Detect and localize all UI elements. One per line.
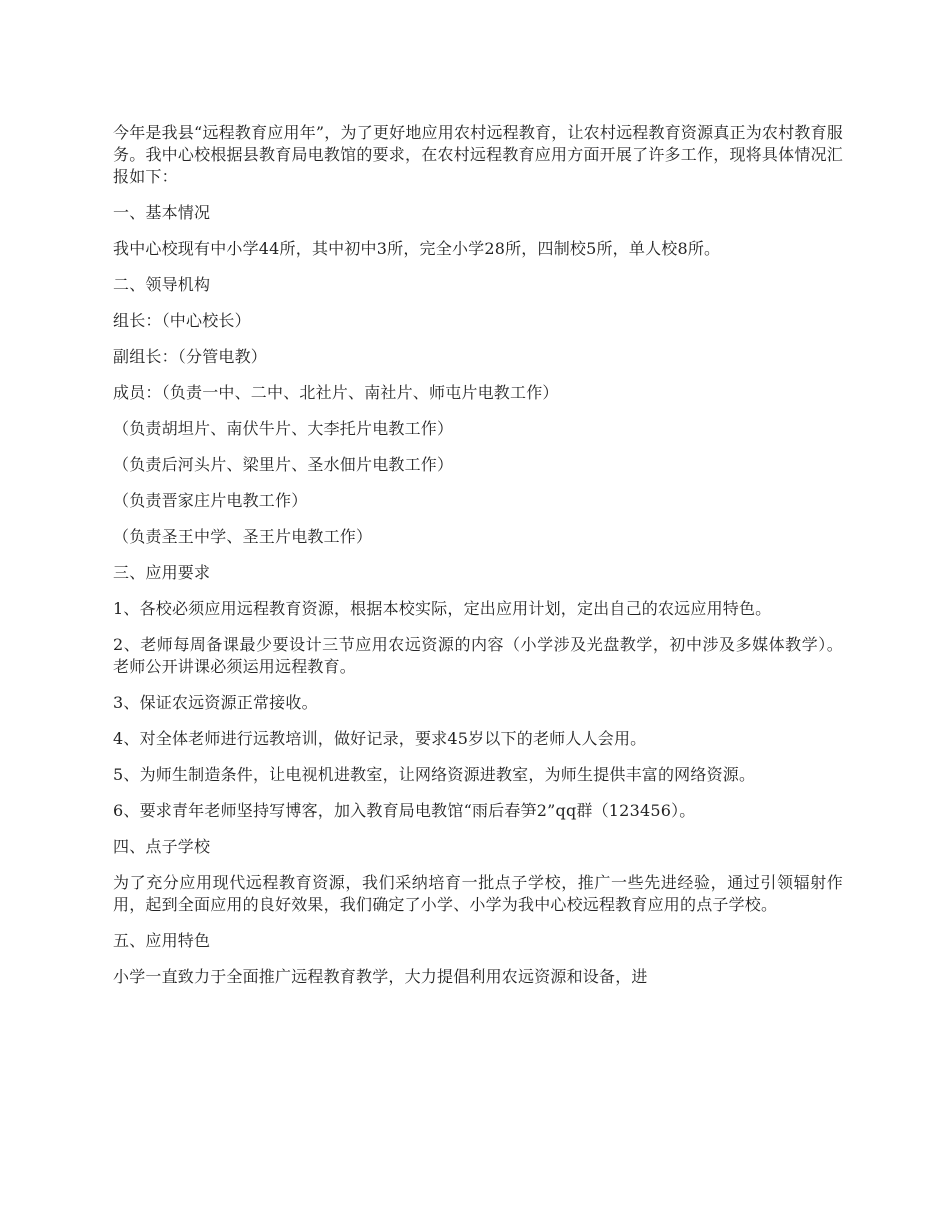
requirement-item: 4、对全体老师进行远教培训，做好记录，要求45岁以下的老师人人会用。 (113, 729, 647, 748)
member-line: （负责圣王中学、圣王片电教工作） (113, 527, 373, 546)
section-heading-leadership: 二、领导机构 (113, 275, 211, 294)
member-line: 成员：（负责一中、二中、北社片、南社片、师屯片电教工作） (113, 383, 559, 402)
requirement-item: 3、保证农远资源正常接收。 (113, 693, 318, 712)
leader-line: 组长：（中心校长） (113, 311, 251, 330)
features-paragraph: 小学一直致力于全面推广远程教育教学，大力提倡利用农远资源和设备，进 (113, 967, 648, 986)
pilot-schools-paragraph: 为了充分应用现代远程教育资源，我们采纳培育一批点子学校，推广一些先进经验，通过引领辐射作用，起到全面应用的良好效果，我们确定了小学、小学为我中心校远程教育应用的点子学校。 (113, 873, 843, 914)
requirement-item: 2、老师每周备课最少要设计三节应用农远资源的内容（小学涉及光盘教学，初中涉及多媒体教学）。老师公开讲课必须运用远程教育。 (113, 635, 843, 676)
requirement-item: 5、为师生制造条件，让电视机进教室，让网络资源进教室，为师生提供丰富的网络资源。 (113, 765, 756, 784)
section-heading-features: 五、应用特色 (113, 931, 211, 950)
basic-info-paragraph: 我中心校现有中小学44所，其中初中3所，完全小学28所，四制校5所，单人校8所。 (113, 239, 721, 258)
requirement-item: 1、各校必须应用远程教育资源，根据本校实际，定出应用计划，定出自己的农远应用特色。 (113, 599, 772, 618)
section-heading-pilot-schools: 四、点子学校 (113, 837, 211, 856)
member-line: （负责胡坦片、南伏牛片、大李托片电教工作） (113, 419, 454, 438)
member-line: （负责晋家庄片电教工作） (113, 491, 308, 510)
document-body (113, 122, 843, 1002)
requirement-item: 6、要求青年老师坚持写博客，加入教育局电教馆“雨后春笋2”qq群（123456）。 (113, 801, 696, 820)
deputy-leader-line: 副组长：（分管电教） (113, 347, 268, 366)
section-heading-requirements: 三、应用要求 (113, 563, 211, 582)
section-heading-basic-info: 一、基本情况 (113, 203, 211, 222)
intro-paragraph: 今年是我县“远程教育应用年”，为了更好地应用农村远程教育，让农村远程教育资源真正为农村教育服务。我中心校根据县教育局电教馆的要求，在农村远程教育应用方面开展了许多工作，现将具体情况汇报如下： (113, 123, 843, 186)
member-line: （负责后河头片、梁里片、圣水佃片电教工作） (113, 455, 454, 474)
